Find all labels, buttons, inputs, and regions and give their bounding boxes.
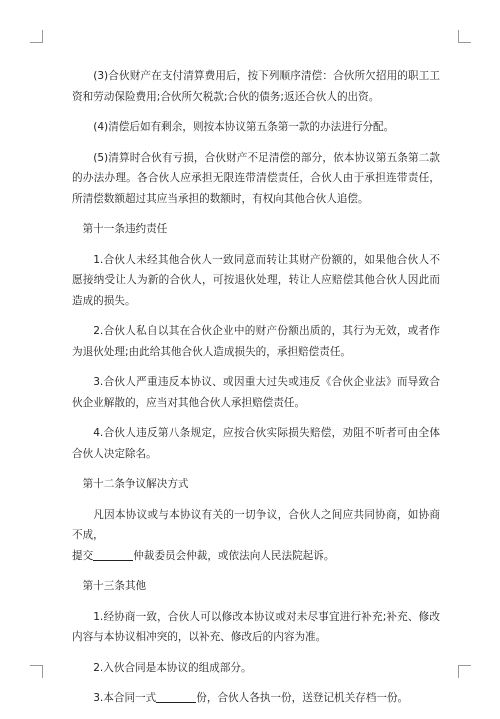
article-13-heading: 第十三条其他 <box>82 580 147 592</box>
crop-mark-bottom-left <box>30 665 43 678</box>
article-11-heading: 第十一条违约责任 <box>82 223 168 235</box>
clause-loss-liability: (5)清算时合伙有亏损，合伙财产不足清偿的部分，依本协议第五条第二款的办法办理。各合伙人应承担无限连带清偿责任，合伙人由于承担连带责任，所清偿数额超过其应当承担的数额时，有权向其他合伙人追偿。 <box>72 151 440 205</box>
arbitration-blank[interactable] <box>93 549 133 561</box>
copies-blank[interactable] <box>156 691 196 703</box>
article-12-arbitration-line <box>72 546 440 567</box>
submit-before: 提交 <box>72 549 94 562</box>
article-11-item-4: 4.合伙人违反第八条规定，应按合伙实际损失赔偿，劝阻不听者可由全体合伙人决定除名。 <box>72 427 440 460</box>
article-13-item-2: 2.入伙合同是本协议的组成部分。 <box>93 661 252 674</box>
article-13-item-1: 1.经协商一致，合伙人可以修改本协议或对未尽事宜进行补充;补充、修改内容与本协议相冲突的，以补充、修改后的内容为准。 <box>72 610 440 643</box>
article-12-heading: 第十二条争议解决方式 <box>82 478 189 490</box>
copies-after: 份，合伙人各执一份，送登记机关存档一份。 <box>196 692 409 704</box>
clause-liquidation-order: (3)合伙财产在支付清算费用后，按下列顺序清偿：合伙所欠招用的职工工资和劳动保险费用;合伙所欠税款;合伙的债务;返还合伙人的出资。 <box>72 70 440 103</box>
article-11-item-1: 1.合伙人未经其他合伙人一致同意而转让其财产份额的，如果他合伙人不愿接纳受让人为新的合伙人，可按退伙处理，转让人应赔偿其他合伙人因此而造成的损失。 <box>72 253 440 307</box>
crop-mark-top-left <box>30 30 43 43</box>
copies-before: 3.本合同一式 <box>93 692 157 704</box>
article-11-item-2: 2.合伙人私自以其在合伙企业中的财产份额出质的，其行为无效，或者作为退伙处理;由此给其他合伙人造成损失的，承担赔偿责任。 <box>72 325 440 358</box>
clause-surplus-distribution: (4)清偿后如有剩余，则按本协议第五条第一款的办法进行分配。 <box>93 121 395 133</box>
article-12-text-part1: 凡因本协议或与本协议有关的一切争议，合伙人之间应共同协商，如协商不成， <box>72 508 440 541</box>
article-13-item-3 <box>72 688 440 709</box>
submit-after: 仲裁委员会仲裁，或依法向人民法院起诉。 <box>133 549 335 562</box>
crop-mark-top-right <box>458 30 471 43</box>
document-body <box>72 66 440 719</box>
article-11-item-3: 3.合伙人严重违反本协议、或因重大过失或违反《合伙企业法》而导致合伙企业解散的，应当对其他合伙人承担赔偿责任。 <box>72 376 440 409</box>
crop-mark-bottom-right <box>458 665 471 678</box>
article-12-text <box>72 505 440 546</box>
